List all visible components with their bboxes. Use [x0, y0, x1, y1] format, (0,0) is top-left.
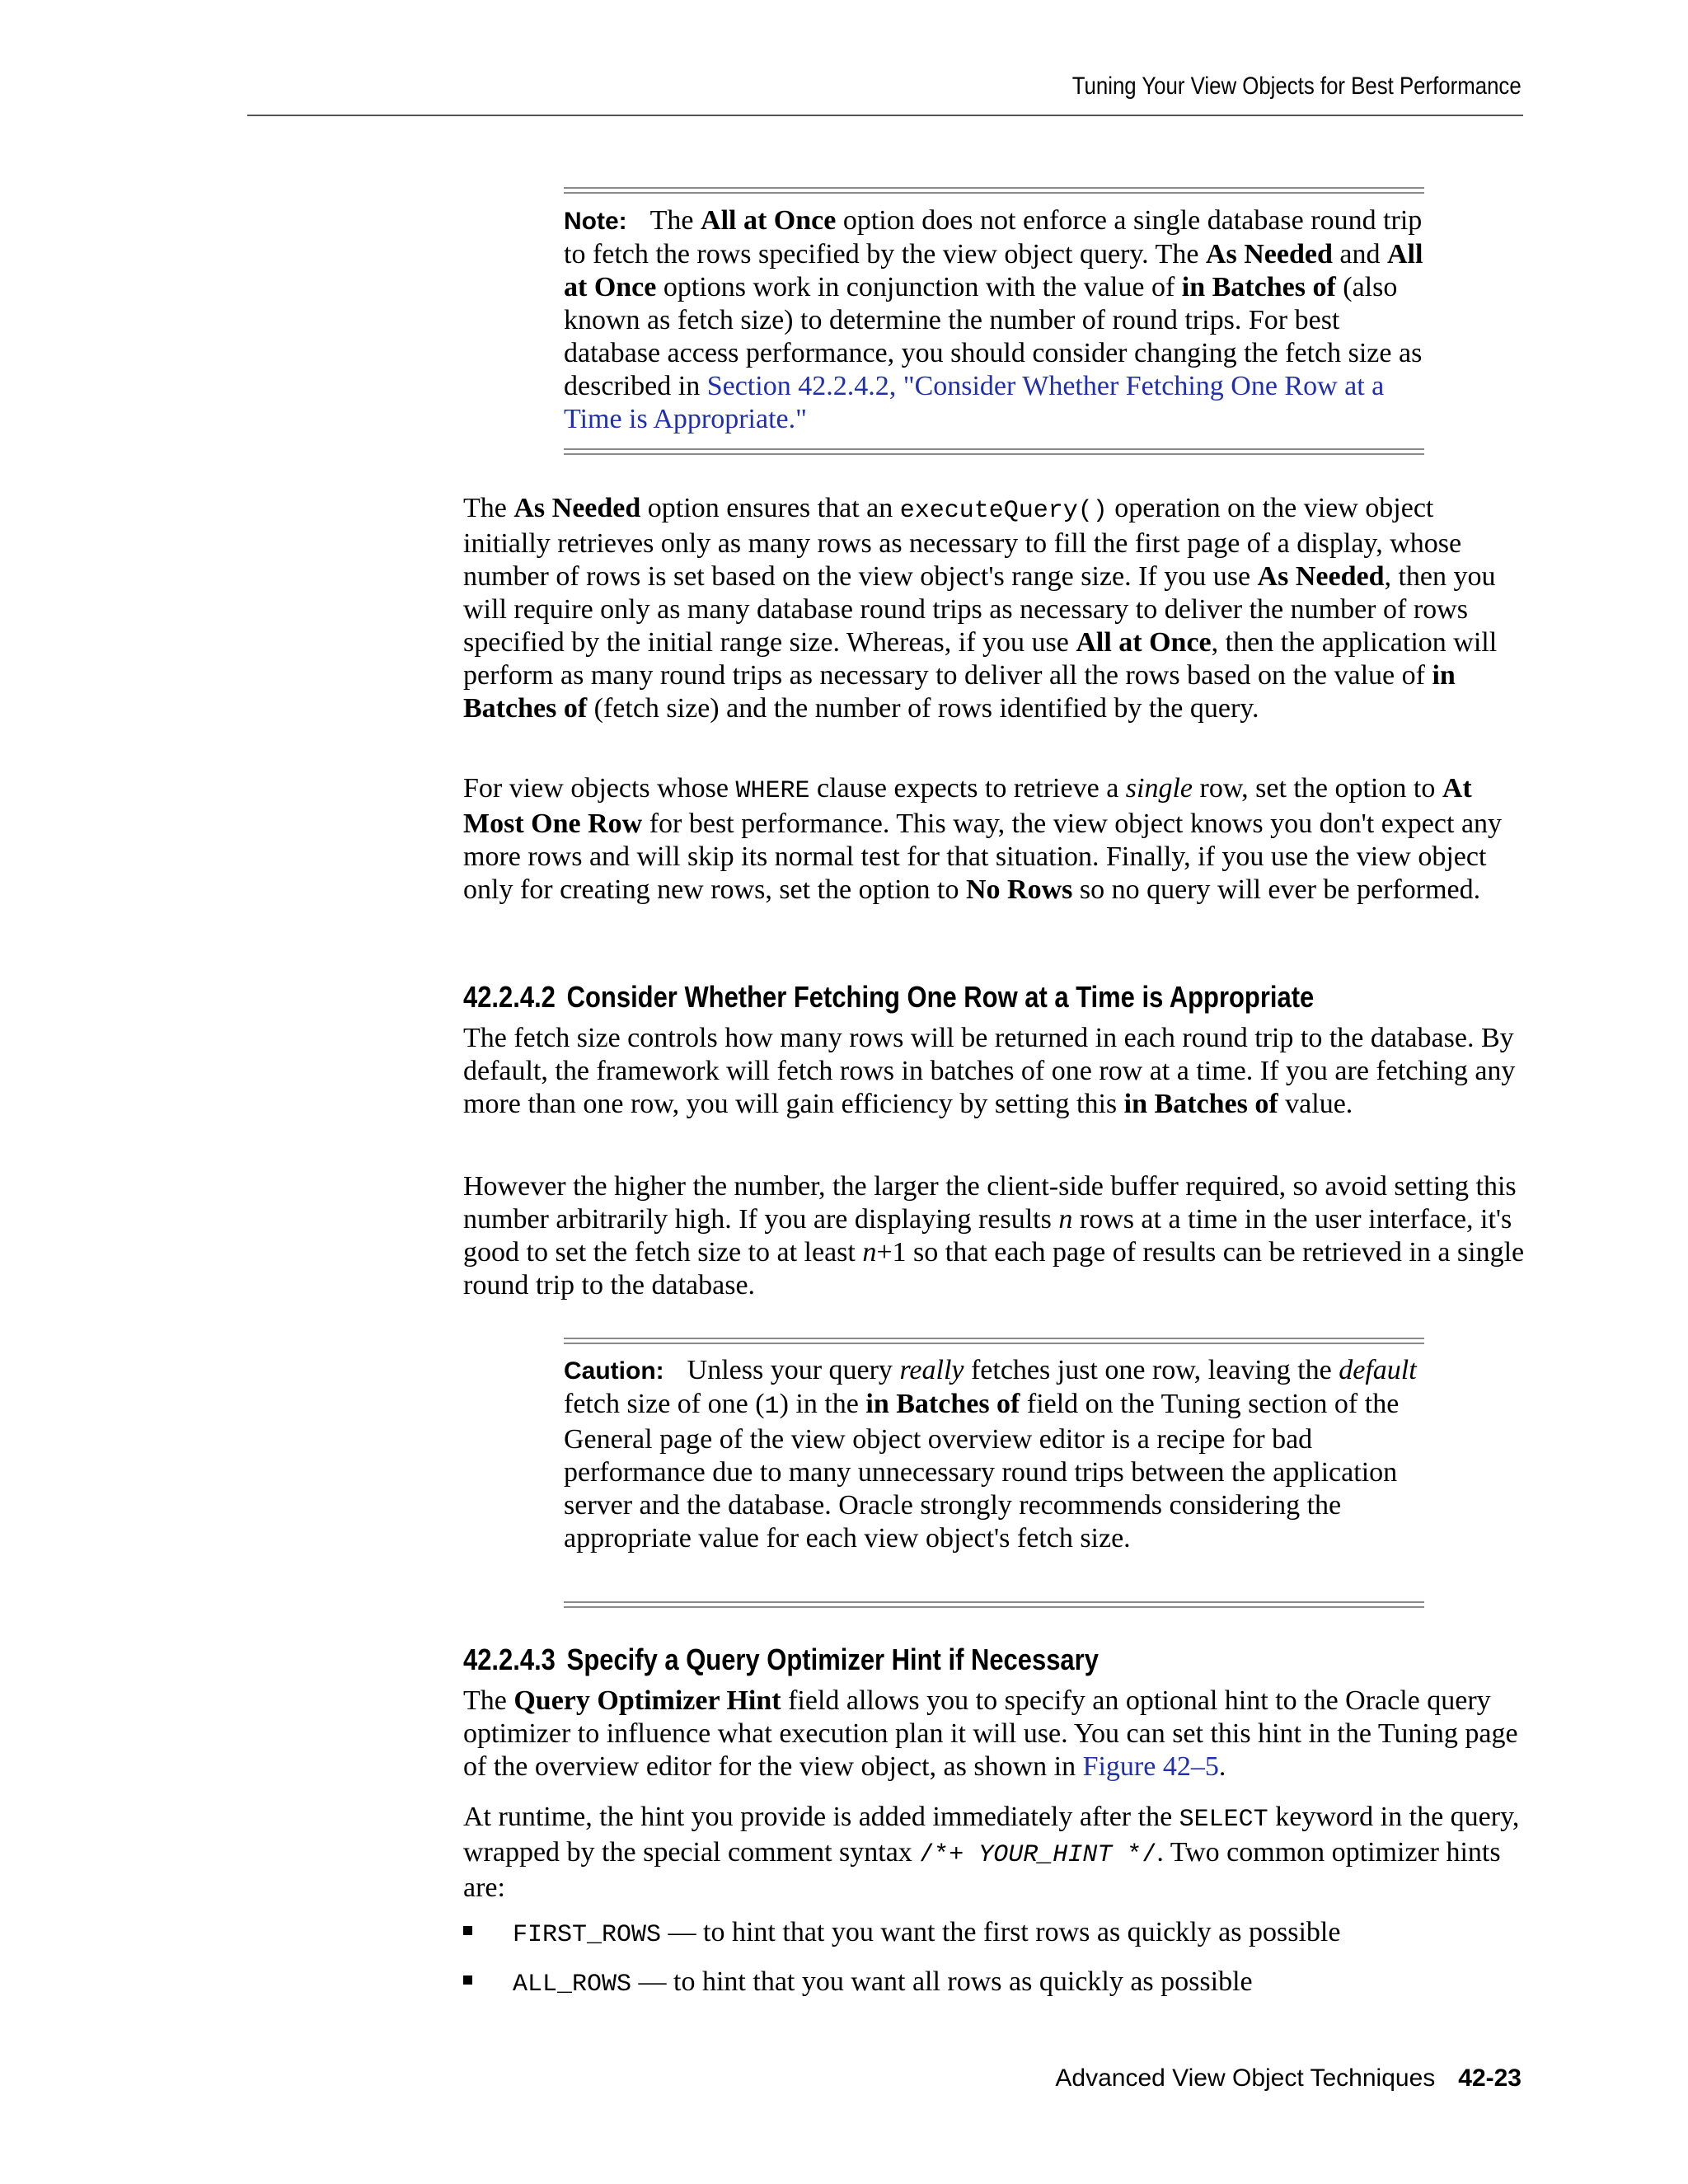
code-execute-query: executeQuery(): [899, 497, 1108, 525]
note-text: Note: The All at Once option does not enforce a single database round trip to fetch the rows specified by the view object query. The As Needed and All at Once options work in conjunction with the value of in Batches of (also known as fetch size) to determine the number of round trips. For best database access performance, you should consider changing the fetch size as described in Section 42.2.4.2, "Consider Whether Fetching One Row at a Time is Appropriate.": [564, 205, 1423, 434]
paragraph-optimizer-hint: The Query Optimizer Hint field allows you to specify an optional hint to the Oracle query optimizer to influence what execution plan it will use. You can set this hint in the Tuning page of the overview editor for the view object, as shown in Figure 42–5.: [463, 1685, 1518, 1782]
bullet-square-icon: [463, 1926, 472, 1935]
section-link[interactable]: Section 42.2.4.2, "Consider Whether Fetching One Row at a Time is Appropriate.": [564, 371, 1385, 434]
caution-top-rule: [564, 1338, 1424, 1344]
page-number: 42-23: [1458, 2064, 1522, 2092]
caution-label: Caution:: [564, 1357, 664, 1385]
note-box: [564, 204, 1424, 436]
caution-bottom-rule: [564, 1601, 1424, 1608]
paragraph-buffer: However the higher the number, the larger the client-side buffer required, so avoid setting this number arbitrarily high. If you are displaying results n rows at a time in the user interface, it's good to set the fetch size to at least n+1 so that each page of results can be retrieved in a single round trip to the database.: [463, 1171, 1525, 1301]
note-top-rule: [564, 187, 1424, 194]
note-bottom-rule: [564, 448, 1424, 455]
caution-box: [564, 1354, 1424, 1555]
note-label: Note:: [564, 208, 627, 235]
section-number: 42.2.4.2: [463, 980, 556, 1014]
paragraph-fetch-size: The fetch size controls how many rows will be returned in each round trip to the database. By default, the framework will fetch rows in batches of one row at a time. If you are fetching any more than one row, you will gain efficiency by setting this in Batches of value.: [463, 1023, 1516, 1119]
running-header-title: Tuning Your View Objects for Best Performance: [1072, 73, 1522, 100]
section-title: Consider Whether Fetching One Row at a Time is Appropriate: [566, 980, 1315, 1014]
paragraph-runtime-hint: At runtime, the hint you provide is added immediately after the SELECT keyword in the query, wrapped by the special comment syntax /*+ YOUR_HINT */. Two common optimizer hints are:: [463, 1802, 1520, 1903]
figure-link[interactable]: Figure 42–5: [1082, 1751, 1219, 1782]
code-where: WHERE: [735, 777, 810, 805]
section-heading-42-2-4-2: [463, 980, 1314, 1015]
section-heading-42-2-4-3: [463, 1643, 1099, 1677]
header-rule: [247, 115, 1523, 116]
paragraph-at-most-one-row: For view objects whose WHERE clause expects to retrieve a single row, set the option to At Most One Row for best performance. This way, the view object knows you don't expect any more rows and will skip its normal test for that situation. Finally, if you use the view object only for creating new rows, set the option to No Rows so no query will ever be performed.: [463, 773, 1503, 905]
bullet-square-icon: [463, 1975, 472, 1985]
paragraph-as-needed: The As Needed option ensures that an executeQuery() operation on the view object initially retrieves only as many rows as necessary to fill the first page of a display, whose number of rows is set based on the view object's range size. If you use As Needed, then you will require only as many database round trips as necessary to deliver the number of rows specified by the initial range size. Whereas, if you use All at Once, then the application will perform as many round trips as necessary to deliver all the rows based on the value of in Batches of (fetch size) and the number of rows identified by the query.: [463, 493, 1498, 724]
section-title: Specify a Query Optimizer Hint if Necessary: [566, 1643, 1099, 1676]
footer-chapter: Advanced View Object Techniques: [1055, 2064, 1436, 2092]
section-number: 42.2.4.3: [463, 1643, 556, 1676]
caution-text: Caution: Unless your query really fetches just one row, leaving the default fetch size of one (1) in the in Batches of field on the Tuning section of the General page of the view object overview editor is a recipe for bad performance due to many unnecessary round trips between the application server and the database. Oracle strongly recommends considering the appropriate value for each view object's fetch size.: [564, 1355, 1417, 1554]
page-footer: [1055, 2064, 1522, 2093]
